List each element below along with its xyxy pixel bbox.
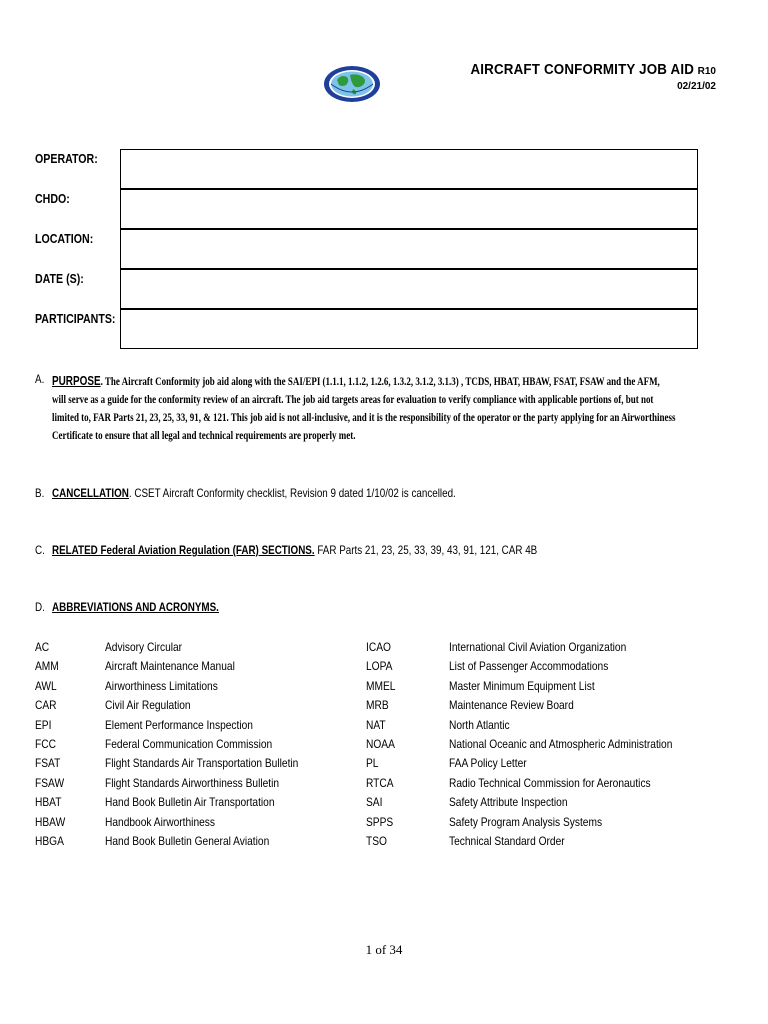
abbr-code: AMM	[35, 659, 59, 674]
purpose-line-1-text: . The Aircraft Conformity job aid along with the SAI/EPI (1.1.1, 1.1.2, 1.2.6, 1.3.2, 3.1.2, 3.1.3) , TCDS, HBAT, HBAW, FSAT, FSAW and the AFM,	[100, 376, 660, 388]
abbr-code: SPPS	[366, 814, 394, 829]
abbr-def: Airworthiness Limitations	[105, 678, 218, 693]
list-item	[366, 696, 712, 715]
section-letter: A.	[35, 372, 45, 386]
abbreviations-left-list	[35, 638, 332, 851]
abbr-def: Aircraft Maintenance Manual	[105, 659, 235, 674]
list-item	[366, 677, 712, 696]
list-item	[35, 638, 332, 657]
abbr-code: FSAW	[35, 775, 65, 790]
list-item	[366, 716, 712, 735]
abbr-def: Hand Book Bulletin Air Transportation	[105, 795, 275, 810]
list-item	[35, 774, 332, 793]
abbr-code: AWL	[35, 678, 57, 693]
purpose-text	[52, 372, 738, 445]
abbr-def: Hand Book Bulletin General Aviation	[105, 834, 270, 849]
related-far-body: FAR Parts 21, 23, 25, 33, 39, 43, 91, 121, CAR 4B	[314, 543, 538, 557]
participants-field[interactable]	[120, 309, 698, 349]
related-far-heading: RELATED Federal Aviation Regulation (FAR) SECTIONS.	[52, 543, 315, 557]
purpose-line-3: limited to, FAR Parts 21, 23, 25, 33, 91, & 121. This job aid is not all-inclusive, and it is the responsibility of the operator or the party applying for an Airworthiness	[52, 412, 676, 424]
cancellation-body: . CSET Aircraft Conformity checklist, Revision 9 dated 1/10/02 is cancelled.	[128, 486, 456, 500]
list-item	[366, 793, 712, 812]
location-field[interactable]	[120, 229, 698, 269]
list-item	[35, 677, 332, 696]
abbr-def: Maintenance Review Board	[449, 698, 574, 713]
abbr-def: Handbook Airworthiness	[105, 814, 215, 829]
dates-label: DATE (S):	[35, 272, 84, 286]
chdo-label: CHDO:	[35, 192, 70, 206]
abbr-code: MMEL	[366, 678, 396, 693]
section-letter: C.	[35, 543, 45, 557]
abbr-def: List of Passenger Accommodations	[449, 659, 609, 674]
list-item	[366, 832, 712, 851]
abbr-code: CAR	[35, 698, 57, 713]
abbr-def: International Civil Aviation Organization	[449, 640, 627, 654]
document-title: AIRCRAFT CONFORMITY JOB AID	[470, 62, 694, 78]
abbr-code: HBAW	[35, 814, 66, 829]
related-far-section	[35, 543, 735, 563]
abbr-def: FAA Policy Letter	[449, 756, 527, 771]
abbr-code: MRB	[366, 698, 389, 713]
abbr-code: SAI	[366, 795, 383, 810]
abbr-def: Advisory Circular	[105, 640, 183, 654]
abbreviations-section	[35, 600, 735, 620]
abbreviations-right-list	[366, 638, 712, 851]
abbr-code: NOAA	[366, 737, 395, 752]
section-letter: D.	[35, 600, 45, 614]
list-item	[35, 832, 332, 851]
abbr-code: HBAT	[35, 795, 62, 810]
list-item	[366, 735, 712, 754]
abbr-code: FSAT	[35, 756, 61, 771]
abbr-code: FCC	[35, 737, 56, 752]
abbr-def: Civil Air Regulation	[105, 698, 191, 713]
purpose-line-2: will serve as a guide for the conformity review of an aircraft. The job aid targets areas for evaluation to verify compliance with applicable portions of, but not	[52, 394, 654, 406]
abbr-def: Safety Program Analysis Systems	[449, 814, 603, 829]
abbr-code: ICAO	[366, 640, 391, 654]
abbr-code: AC	[35, 640, 50, 654]
purpose-heading: PURPOSE	[52, 374, 101, 388]
abbr-code: NAT	[366, 717, 386, 732]
abbr-def: Radio Technical Commission for Aeronautics	[449, 775, 651, 790]
list-item	[35, 696, 332, 715]
globe-seal-logo	[323, 65, 381, 103]
abbr-code: TSO	[366, 834, 387, 849]
cancellation-section	[35, 486, 735, 506]
related-far-text	[52, 543, 537, 557]
abbr-code: PL	[366, 756, 379, 771]
purpose-line-4: Certificate to ensure that all legal and technical requirements are properly met.	[52, 430, 356, 442]
operator-field[interactable]	[120, 149, 698, 189]
abbr-code: HBGA	[35, 834, 64, 849]
dates-field[interactable]	[120, 269, 698, 309]
abbr-def: Element Performance Inspection	[105, 717, 253, 732]
abbreviations-heading: ABBREVIATIONS AND ACRONYMS.	[52, 600, 219, 614]
list-item	[366, 638, 712, 657]
list-item	[35, 716, 332, 735]
list-item	[35, 657, 332, 676]
section-letter: B.	[35, 486, 45, 500]
abbr-def: Flight Standards Air Transportation Bulletin	[105, 756, 299, 771]
abbr-code: EPI	[35, 717, 52, 732]
form-labels	[35, 148, 130, 348]
abbr-def: North Atlantic	[449, 717, 510, 732]
abbr-def: Safety Attribute Inspection	[449, 795, 568, 810]
abbr-def: Master Minimum Equipment List	[449, 678, 595, 693]
purpose-line-1	[52, 372, 752, 391]
list-item	[35, 754, 332, 773]
cancellation-text	[52, 486, 456, 500]
abbr-code: RTCA	[366, 775, 394, 790]
location-label: LOCATION:	[35, 232, 94, 246]
list-item	[35, 735, 332, 754]
participants-label: PARTICIPANTS:	[35, 312, 116, 326]
abbr-def: Federal Communication Commission	[105, 737, 273, 752]
page-number: 1 of 34	[365, 942, 403, 957]
operator-label: OPERATOR:	[35, 152, 98, 166]
chdo-field[interactable]	[120, 189, 698, 229]
cancellation-heading: CANCELLATION	[52, 486, 129, 500]
list-item	[35, 813, 332, 832]
list-item	[366, 657, 712, 676]
abbr-def: National Oceanic and Atmospheric Administration	[449, 737, 673, 752]
document-date: 02/21/02	[677, 81, 716, 92]
list-item	[366, 813, 712, 832]
abbr-def: Technical Standard Order	[449, 834, 565, 849]
abbr-code: LOPA	[366, 659, 393, 674]
purpose-section	[35, 372, 735, 452]
revision-label: R10	[697, 66, 716, 77]
list-item	[366, 774, 712, 793]
document-header	[451, 61, 716, 92]
list-item	[366, 754, 712, 773]
abbr-def: Flight Standards Airworthiness Bulletin	[105, 775, 280, 790]
list-item	[35, 793, 332, 812]
